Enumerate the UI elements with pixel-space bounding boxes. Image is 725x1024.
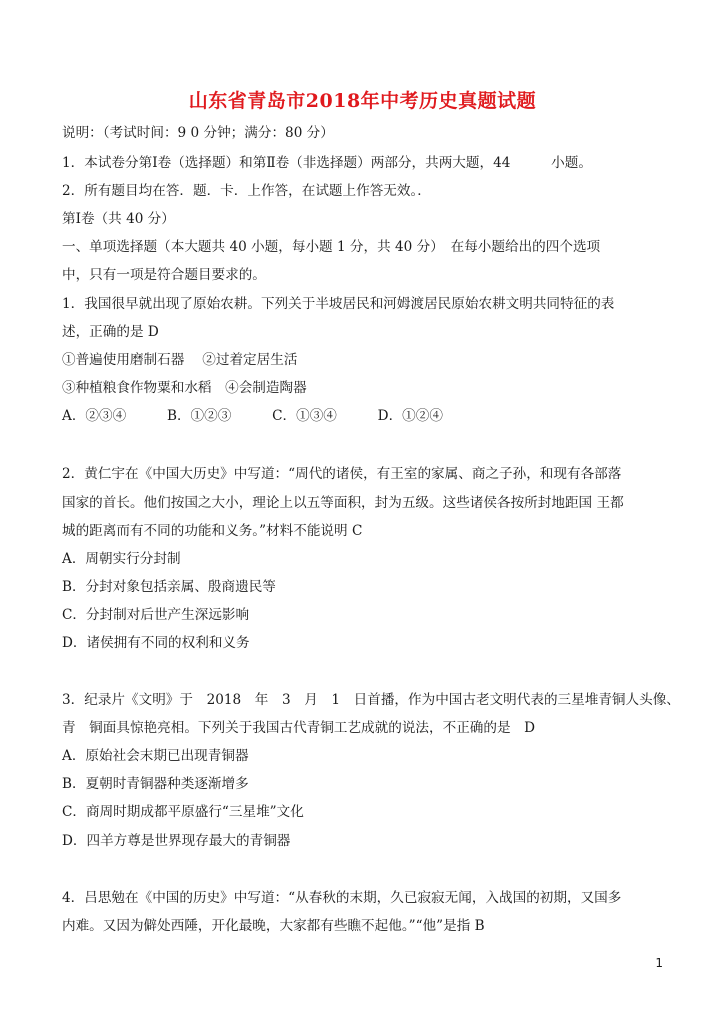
q3-option-c: C．商周时期成都平原盛行“三星堆”文化 (62, 804, 304, 820)
q3-stem: 3．纪录片《文明》于 2018 年 3 月 1 日首播，作为中国古老文明代表的三星堆青铜人头像、 (62, 692, 680, 708)
q3-option-b: B．夏朝时青铜器种类逐渐增多 (62, 776, 249, 792)
rule-1: 1．本试卷分第Ⅰ卷（选择题）和第Ⅱ卷（非选择题）两部分，共两大题，44 小题。 (62, 155, 592, 171)
q1-options: A．②③④ B．①②③ C．①③④ D．①②④ (62, 408, 443, 424)
q4-stem-cont: 内难。又因为僻处西陲，开化最晚，大家都有些瞧不起他。”“他”是指 B (62, 918, 485, 934)
q1-stem-cont: 述，正确的是 D (62, 324, 159, 340)
q3-option-d: D．四羊方尊是世界现存最大的青铜器 (62, 833, 291, 849)
section-instructions-cont: 中，只有一项是符合题目要求的。 (62, 267, 266, 283)
page-number: 1 (655, 956, 663, 970)
part-heading: 第Ⅰ卷（共 40 分） (62, 211, 175, 227)
q2-option-c: C．分封制对后世产生深远影响 (62, 607, 250, 623)
exam-note: 说明：（考试时间：9 0 分钟；满分：80 分） (62, 125, 334, 141)
q2-option-b: B．分封对象包括亲属、殷商遗民等 (62, 579, 276, 595)
section-instructions: 一、单项选择题（本大题共 40 小题，每小题 1 分，共 40 分） 在每小题给出的四个选项 (62, 239, 601, 255)
rule-2: 2．所有题目均在答．题．卡．上作答，在试题上作答无效。． (62, 183, 431, 199)
q4-stem: 4．吕思勉在《中国的历史》中写道：“从春秋的末期，久已寂寂无闻，入战国的初期，又国多 (62, 890, 622, 906)
q1-stem: 1．我国很早就出现了原始农耕。下列关于半坡居民和河姆渡居民原始农耕文明共同特征的表 (62, 296, 615, 312)
q2-stem-cont: 国家的首长。他们按国之大小，理论上以五等面积，封为五级。这些诸侯各按所封地距国 王都 (62, 495, 624, 511)
q2-stem-cont-2: 城的距离而有不同的功能和义务。”材料不能说明 C (62, 523, 363, 539)
document-title: 山东省青岛市2018年中考历史真题试题 (188, 90, 537, 112)
q3-stem-cont: 青 铜面具惊艳亮相。下列关于我国古代青铜工艺成就的说法，不正确的是 D (62, 720, 536, 736)
q3-option-a: A．原始社会末期已出现青铜器 (62, 748, 249, 764)
q2-stem: 2．黄仁宇在《中国大历史》中写道：“周代的诸侯，有王室的家属、商之子孙，和现有各部落 (62, 466, 622, 482)
q1-items-1: ①普遍使用磨制石器 ②过着定居生活 (62, 352, 298, 368)
q1-items-2: ③种植粮食作物粟和水稻 ④会制造陶器 (62, 380, 307, 396)
q2-option-a: A．周朝实行分封制 (62, 551, 181, 567)
q2-option-d: D．诸侯拥有不同的权利和义务 (62, 635, 250, 651)
